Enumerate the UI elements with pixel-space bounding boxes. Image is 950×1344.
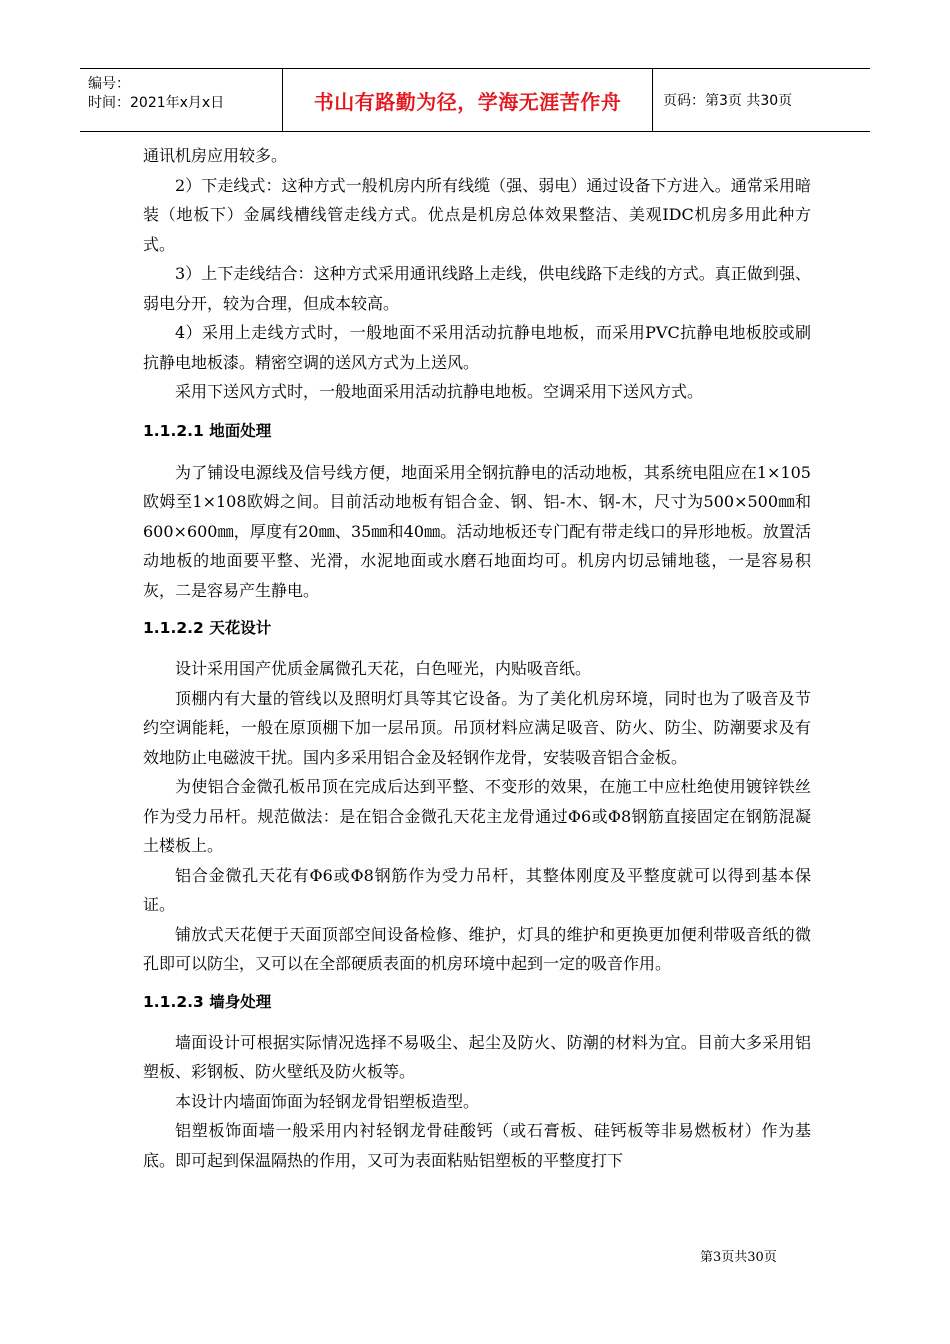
header-motto: 书山有路勤为径，学海无涯苦作舟 <box>283 69 653 131</box>
section-heading-ceiling: 1.1.2.2 天花设计 <box>143 619 272 637</box>
page-header <box>80 68 870 132</box>
serial-label: 编号： <box>88 76 130 92</box>
header-page-info: 页码：第3页 共30页 <box>663 93 793 109</box>
document-body <box>143 141 811 1175</box>
paragraph: 墙面设计可根据实际情况选择不易吸尘、起尘及防火、防潮的材料为宜。目前大多采用铝塑板、彩钢板、防火壁纸及防火板等。 <box>143 1032 811 1081</box>
paragraph: 为使铝合金微孔板吊顶在完成后达到平整、不变形的效果，在施工中应杜绝使用镀锌铁丝作为受力吊杆。规范做法：是在铝合金微孔天花主龙骨通过Φ6或Φ8钢筋直接固定在钢筋混凝土楼板上。 <box>143 777 811 855</box>
paragraph: 4）采用上走线方式时，一般地面不采用活动抗静电地板，而采用PVC抗静电地板胶或刷抗静电地板漆。精密空调的送风方式为上送风。 <box>143 323 811 372</box>
paragraph: 铺放式天花便于天面顶部空间设备检修、维护，灯具的维护和更换更加便利带吸音纸的微孔即可以防尘，又可以在全部硬质表面的机房环境中起到一定的吸音作用。 <box>143 924 811 973</box>
section-heading-floor: 1.1.2.1 地面处理 <box>143 421 272 440</box>
paragraph: 通讯机房应用较多。 <box>143 146 288 165</box>
paragraph: 本设计内墙面饰面为轻钢龙骨铝塑板造型。 <box>175 1091 480 1111</box>
paragraph: 顶棚内有大量的管线以及照明灯具等其它设备。为了美化机房环境，同时也为了吸音及节约空调能耗，一般在原顶棚下加一层吊顶。吊顶材料应满足吸音、防火、防尘、防潮要求及有效地防止电磁波干扰。国内多采用铝合金及轻钢作龙骨，安装吸音铝合金板。 <box>143 688 811 767</box>
paragraph: 2）下走线式：这种方式一般机房内所有线缆（强、弱电）通过设备下方进入。通常采用暗装（地板下）金属线槽线管走线方式。优点是机房总体效果整洁、美观IDC机房多用此种方式。 <box>143 175 811 254</box>
paragraph: 设计采用国产优质金属微孔天花，白色哑光，内贴吸音纸。 <box>175 659 592 678</box>
paragraph: 铝合金微孔天花有Φ6或Φ8钢筋作为受力吊杆，其整体刚度及平整度就可以得到基本保证。 <box>143 865 811 914</box>
paragraph: 3）上下走线结合：这种方式采用通讯线路上走线，供电线路下走线的方式。真正做到强、弱电分开，较为合理，但成本较高。 <box>143 264 811 313</box>
section-heading-wall: 1.1.2.3 墙身处理 <box>143 992 272 1011</box>
paragraph: 采用下送风方式时，一般地面采用活动抗静电地板。空调采用下送风方式。 <box>175 382 704 401</box>
paragraph: 铝塑板饰面墙一般采用内衬轻钢龙骨硅酸钙（或石膏板、硅钙板等非易燃板材）作为基底。即可起到保温隔热的作用，又可为表面粘贴铝塑板的平整度打下 <box>143 1121 811 1170</box>
date-line: 时间：2021年x月x日 <box>88 95 225 111</box>
paragraph: 为了铺设电源线及信号线方便，地面采用全钢抗静电的活动地板，其系统电阻应在1×105欧姆至1×108欧姆之间。目前活动地板有铝合金、钢、铝-木、钢-木，尺寸为500×500㎜和600×600㎜，厚度有20㎜、35㎜和40㎜。活动地板还专门配有带走线口的异形地板。放置活动地板的地面要平整、光滑，水泥地面或水磨石地面均可。机房内切忌铺地毯，一是容易积灰，二是容易产生静电。 <box>143 462 811 600</box>
page-footer: 第3页共30页 <box>700 1250 777 1265</box>
header-meta <box>80 69 283 131</box>
